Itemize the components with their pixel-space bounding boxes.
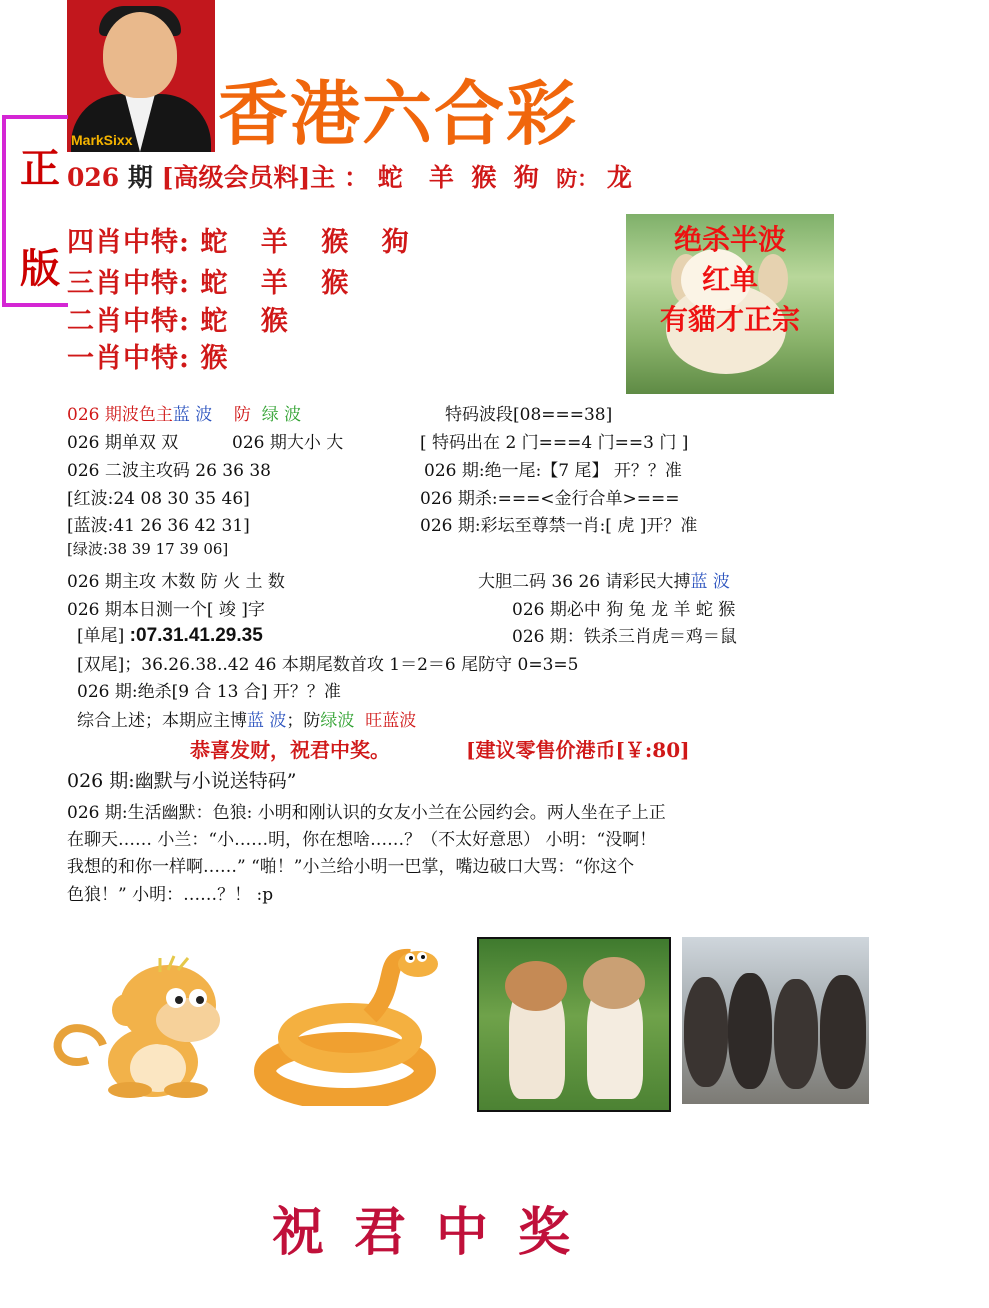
brand-logo: MarkSixx: [71, 132, 133, 148]
wave-guard-label: 防: [233, 405, 251, 425]
issue-animal: 羊: [428, 163, 454, 192]
promo-dog-image: [626, 214, 834, 394]
promo-line-2: 红单: [701, 263, 758, 296]
issue-animal: 狗: [513, 163, 539, 192]
promo-line-1: 绝杀半波: [673, 223, 786, 256]
wave-guard-value: 绿 波: [261, 405, 302, 425]
summary-mid: ；防: [286, 711, 321, 731]
story-line: 我想的和你一样啊……” “啪！”小兰给小明一巴掌，嘴边破口大骂：“你这个: [67, 857, 635, 877]
summary-prefix: 综合上述；本期应主博: [77, 711, 247, 731]
promo-line-3: 有貓才正宗: [659, 303, 800, 336]
single-tail-line: [77, 621, 263, 647]
story-line: 在聊天…… 小兰：“小……明，你在想啥……？（不太好意思） 小明：“没啊！: [67, 830, 657, 850]
pick-label: 三肖中特:: [67, 268, 190, 299]
blue-wave-line: [蓝波:41 26 36 42 31]: [67, 516, 250, 536]
summary-wang: 旺蓝波: [365, 711, 417, 731]
pick-animal: 蛇: [200, 227, 229, 258]
story-line: 色狼！” 小明：……？！ :p: [67, 885, 274, 905]
wave-segment-line: 特码波段[08===38]: [445, 405, 613, 425]
kill-combo-line: 026 期:绝杀[9 合 13 合] 开？？准: [77, 682, 341, 702]
pick-animal: 猴: [260, 306, 289, 337]
pick-animal: 猴: [321, 268, 350, 299]
green-wave-line: [绿波:38 39 17 39 06]: [67, 540, 229, 558]
pick-animal: 羊: [260, 268, 289, 299]
pick-animal: 蛇: [200, 268, 229, 299]
dogs-image: [477, 937, 671, 1112]
issue-animal: 蛇: [377, 163, 403, 192]
pick-animal: 猴: [200, 343, 229, 374]
footer-blessing: 祝君中奖: [272, 1203, 601, 1263]
red-wave-line: [红波:24 08 30 35 46]: [67, 489, 250, 509]
blessing-text: 恭喜发财，祝君中奖。: [190, 738, 390, 762]
stamp-char-2: 版: [20, 245, 60, 292]
pick-four: [67, 220, 410, 259]
wave-color-prefix: 026 期波色主: [67, 405, 173, 425]
story-line: 026 期:生活幽默：色狼: 小明和刚认识的女友小兰在公园约会。两人坐在子上正: [67, 803, 666, 823]
pick-label: 一肖中特:: [67, 343, 190, 374]
pick-animal: 蛇: [200, 306, 229, 337]
size-line: 026 期大小 大: [232, 433, 344, 453]
summary-green: 绿波: [320, 711, 355, 731]
bold-code-blue: 蓝 波: [690, 572, 730, 592]
pick-two: [67, 299, 289, 338]
pick-label: 四肖中特:: [67, 227, 190, 258]
kill-line: 026 期杀:===<金行合单>===: [420, 489, 680, 509]
bold-code-prefix: 大胆二码 36 26 请彩民大搏: [478, 572, 691, 592]
summary-blue: 蓝 波: [247, 711, 287, 731]
iron-kill-line: 026 期：铁杀三肖虎＝鸡＝鼠: [512, 627, 737, 647]
summary-line: [77, 706, 416, 731]
tail-kill-line: 026 期:绝一尾:【7 尾】 开？？准: [424, 461, 682, 481]
monkey-image: [48, 950, 240, 1100]
attack-line: 026 二波主攻码 26 36 38: [67, 461, 271, 481]
pick-animal: 猴: [321, 227, 350, 258]
wave-color-line: [67, 400, 301, 425]
issue-animal: 猴: [471, 163, 497, 192]
forbidden-line: 026 期:彩坛至尊禁一肖:[ 虎 ]开？准: [420, 516, 698, 536]
bold-code-line: [478, 567, 730, 592]
element-line: 026 期主攻 木数 防 火 土 数: [67, 572, 285, 592]
odd-even-line: 026 期单双 双: [67, 433, 179, 453]
page-title: 香港六合彩: [218, 73, 578, 155]
pick-one: [67, 336, 228, 375]
pick-label: 二肖中特:: [67, 306, 190, 337]
issue-number: 026: [67, 163, 120, 192]
retail-price: [建议零售价港币[￥:80]: [466, 738, 690, 762]
single-tail-value: :07.31.41.29.35: [129, 625, 263, 646]
single-tail-label: [单尾]: [77, 626, 125, 646]
must-hit-line: 026 期必中 狗 兔 龙 羊 蛇 猴: [512, 600, 736, 620]
issue-guard-label: 防：: [556, 166, 599, 191]
issue-label: [高级会员料]主 ：: [161, 163, 370, 192]
story-heading: 026 期:幽默与小说送特码”: [67, 770, 297, 792]
issue-line: [67, 158, 632, 194]
sheep-image: [682, 937, 869, 1104]
wave-color-main: 蓝 波: [172, 405, 213, 425]
daily-char-line: 026 期本日测一个[ 竣 ]字: [67, 600, 265, 620]
pick-animal: 狗: [381, 227, 410, 258]
issue-period: 期: [127, 163, 153, 192]
pick-animal: 羊: [260, 227, 289, 258]
authentic-stamp: [2, 115, 68, 307]
stamp-char-1: 正: [20, 145, 60, 192]
double-tail-line: [双尾]；36.26.38..42 46 本期尾数首攻 1＝2＝6 尾防守 0=3=5: [77, 655, 579, 675]
snake-image: [250, 946, 442, 1106]
portrait-image: [67, 0, 215, 152]
doors-line: [ 特码出在 2 门===4 门==3 门 ]: [420, 433, 689, 453]
pick-three: [67, 261, 349, 300]
issue-guard-animal: 龙: [606, 163, 632, 192]
